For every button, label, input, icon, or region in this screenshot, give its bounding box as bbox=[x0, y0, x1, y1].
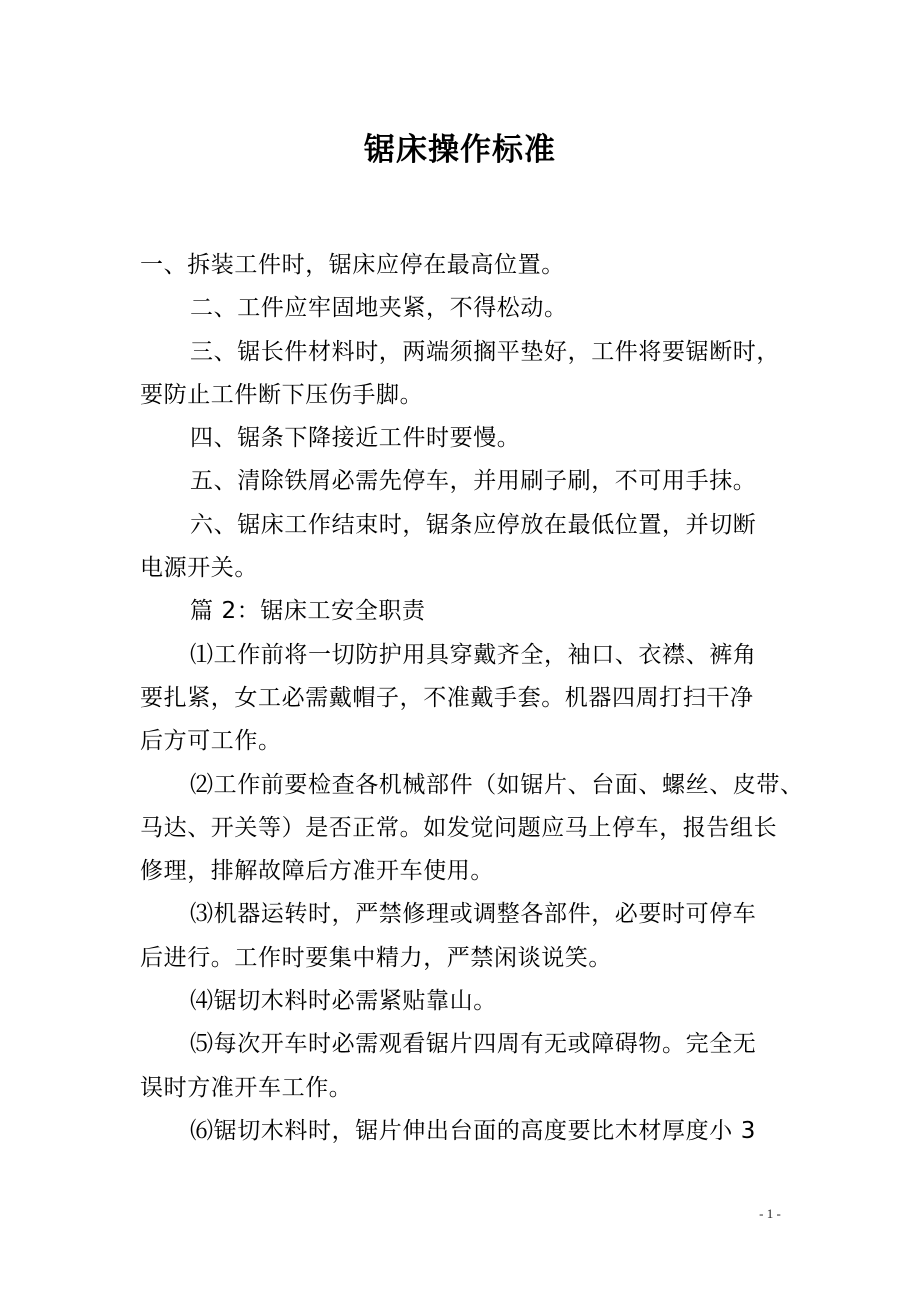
text-line: 要防止工件断下压伤手脚。 bbox=[140, 381, 424, 408]
paragraph-1 bbox=[140, 244, 782, 287]
text-line: ⑶机器运转时，严禁修理或调整各部件，必要时可停车 bbox=[190, 901, 757, 928]
text-line: 马达、开关等）是否正常。如发觉问题应马上停车，报告组长 bbox=[140, 814, 778, 841]
paragraph-item-3 bbox=[140, 893, 782, 980]
text-line: 三、锯长件材料时，两端须搁平垫好，工件将要锯断时， bbox=[190, 338, 780, 365]
text-line: ⑴工作前将一切防护用具穿戴齐全，袖口、衣襟、裤角 bbox=[190, 641, 757, 668]
section-heading-part-2 bbox=[140, 590, 782, 633]
text-line: ⑹锯切木料时，锯片伸出台面的高度要比木材厚度小 3 bbox=[190, 1117, 756, 1144]
text-line: ⑷锯切木料时必需紧贴靠山。 bbox=[190, 988, 497, 1015]
paragraph-item-6 bbox=[140, 1110, 782, 1153]
paragraph-6 bbox=[140, 504, 782, 591]
text-line: ⑵工作前要检查各机械部件（如锯片、台面、螺丝、皮带、 bbox=[190, 771, 804, 798]
text-line: 修理，排解故障后方准开车使用。 bbox=[140, 858, 494, 885]
text-line: 五、清除铁屑必需先停车，并用刷子刷，不可用手抹。 bbox=[190, 468, 757, 495]
text-line: 误时方准开车工作。 bbox=[140, 1074, 353, 1101]
text-line: 二、工件应牢固地夹紧，不得松动。 bbox=[190, 295, 568, 322]
paragraph-item-4 bbox=[140, 980, 782, 1023]
text-line: 电源开关。 bbox=[140, 555, 258, 582]
text-line: 四、锯条下降接近工件时要慢。 bbox=[190, 425, 521, 452]
paragraph-item-1 bbox=[140, 634, 782, 764]
document-body bbox=[140, 244, 804, 1153]
document-title: 锯床操作标准 bbox=[364, 132, 556, 168]
paragraph-2 bbox=[140, 287, 782, 330]
text-line: 后进行。工作时要集中精力，严禁闲谈说笑。 bbox=[140, 944, 612, 971]
paragraph-item-2 bbox=[140, 764, 804, 894]
text-line: 篇 2：锯床工安全职责 bbox=[190, 598, 426, 625]
text-line: ⑸每次开车时必需观看锯片四周有无或障碍物。完全无 bbox=[190, 1031, 757, 1058]
page-number: - 1 - bbox=[759, 1206, 781, 1221]
paragraph-4 bbox=[140, 417, 782, 460]
paragraph-item-5 bbox=[140, 1023, 782, 1110]
text-line: 要扎紧，女工必需戴帽子，不准戴手套。机器四周打扫干净 bbox=[140, 684, 754, 711]
text-line: 六、锯床工作结束时，锯条应停放在最低位置，并切断 bbox=[190, 511, 757, 538]
paragraph-3 bbox=[140, 331, 782, 418]
paragraph-5 bbox=[140, 460, 782, 503]
text-line: 一、拆装工件时，锯床应停在最高位置。 bbox=[140, 252, 565, 278]
text-line: 后方可工作。 bbox=[140, 728, 282, 755]
